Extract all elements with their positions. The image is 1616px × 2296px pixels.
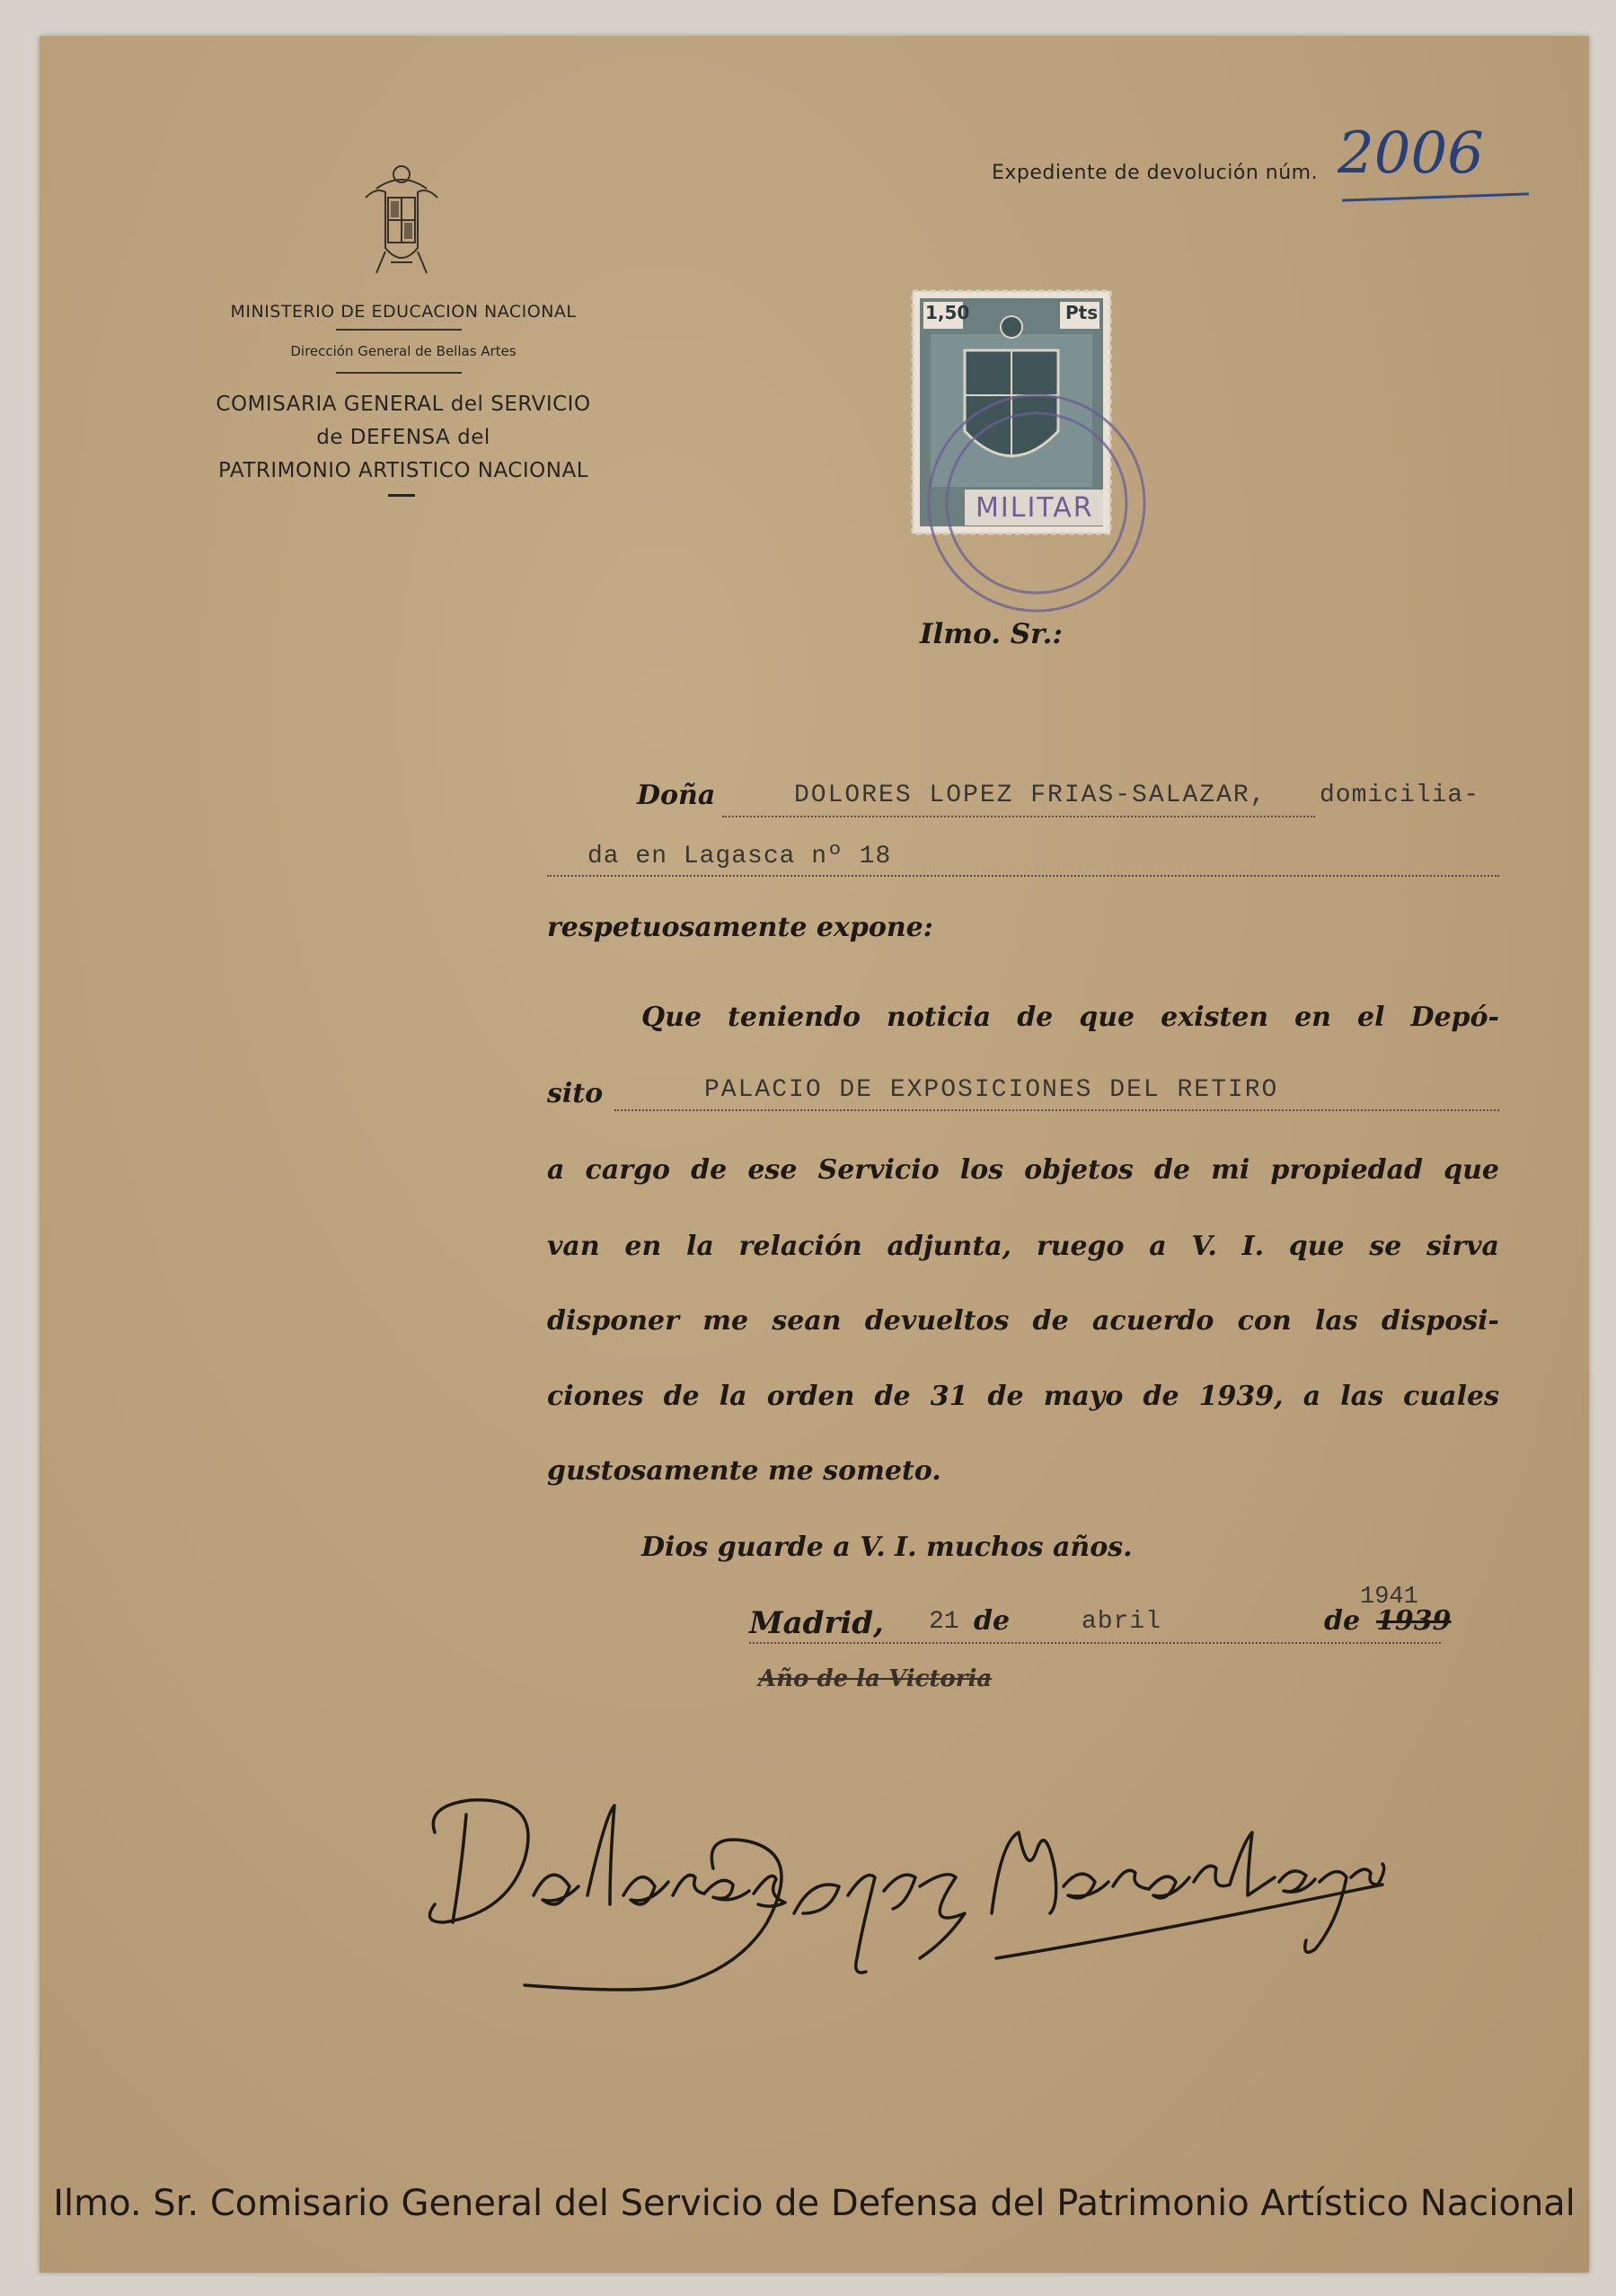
body-line: gustosamente me someto. xyxy=(547,1455,941,1487)
body-line: ciones de la orden de 31 de mayo de 1939, a las cuales xyxy=(547,1381,1499,1412)
closing-formula: Dios guarde a V. I. muchos años. xyxy=(641,1532,1133,1563)
requester-title: Doña xyxy=(637,780,716,811)
fill-line xyxy=(614,1109,1499,1111)
fill-line xyxy=(749,1642,1441,1644)
coat-of-arms-icon xyxy=(358,162,445,278)
date-de: de xyxy=(974,1605,1011,1637)
date-place: Madrid, xyxy=(749,1605,884,1641)
date-year-printed: 1939 xyxy=(1376,1605,1452,1637)
postmark-text: MILITAR xyxy=(976,492,1094,524)
fill-line xyxy=(547,875,1499,877)
letterhead-directorate: Dirección General de Bellas Artes xyxy=(290,343,517,359)
struck-victoria-line: Año de la Victoria xyxy=(758,1665,993,1692)
letterhead-divider xyxy=(336,329,462,331)
date-day: 21 xyxy=(929,1608,959,1636)
letterhead-ministry: MINISTERIO DE EDUCACION NACIONAL xyxy=(230,302,577,322)
commission-line: de DEFENSA del xyxy=(316,426,490,449)
expediente-underline xyxy=(1342,192,1529,201)
commission-line: PATRIMONIO ARTISTICO NACIONAL xyxy=(217,459,589,482)
date-de: de xyxy=(1324,1605,1361,1637)
handwritten-signature xyxy=(417,1779,1387,2003)
fiscal-stamp xyxy=(866,287,1162,638)
expediente-number: 2006 xyxy=(1338,120,1484,187)
footer-addressee: Ilmo. Sr. Comisario General del Servicio de Defensa del Patrimonio Artístico Nacional xyxy=(53,2183,1576,2224)
deposit-name: PALACIO DE EXPOSICIONES DEL RETIRO xyxy=(704,1076,1279,1104)
body-line: a cargo de ese Servicio los objetos de mi propiedad que xyxy=(547,1154,1499,1186)
body-line: van en la relación adjunta, ruego a V. I. que se sirva xyxy=(547,1231,1499,1262)
expediente-label: Expediente de devolución núm. xyxy=(992,162,1319,184)
document-page xyxy=(40,36,1589,2273)
fill-line xyxy=(722,816,1315,817)
requester-name: DOLORES LOPEZ FRIAS-SALAZAR, xyxy=(794,782,1267,809)
requester-domicile: da en Lagasca nº 18 xyxy=(587,843,892,870)
stamp-value: 1,50 xyxy=(925,302,970,323)
sito-label: sito xyxy=(547,1078,604,1109)
letterhead-divider xyxy=(336,372,462,374)
expone-line: respetuosamente expone: xyxy=(547,912,933,943)
stamp-graphic-icon xyxy=(866,287,1162,638)
requester-domicile-prefix: domicilia- xyxy=(1320,782,1480,809)
commission-line: COMISARIA GENERAL del SERVICIO xyxy=(216,393,591,416)
letterhead-commission xyxy=(93,388,713,488)
salutation: Ilmo. Sr.: xyxy=(920,618,1063,650)
body-paragraph-start: Que teniendo noticia de que existen en el Depó- xyxy=(641,1002,1499,1033)
date-year-typed: 1941 xyxy=(1360,1584,1418,1611)
date-month: abril xyxy=(1082,1608,1162,1636)
stamp-currency: Pts xyxy=(1065,302,1099,323)
letterhead-short-rule xyxy=(388,494,415,497)
body-line: disponer me sean devueltos de acuerdo con las disposi- xyxy=(547,1305,1499,1337)
